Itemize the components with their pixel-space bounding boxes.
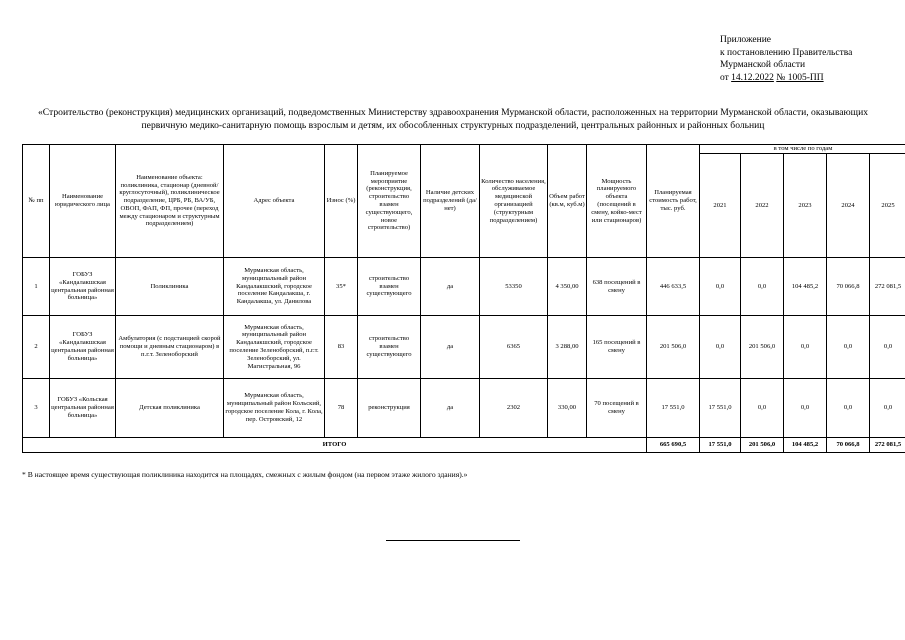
header-event: Планируемое мероприятие (реконструкция, строительство взамен существующего, новое строительство) — [358, 145, 421, 258]
cell-legal-entity: ГОБУЗ «Кольская центральная районная больница» — [50, 379, 116, 438]
cell-legal-entity: ГОБУЗ «Кандалакшская центральная районная больница» — [50, 316, 116, 379]
cell-2023: 104 485,2 — [784, 258, 827, 316]
cell-volume: 4 350,00 — [548, 258, 587, 316]
footnote: * В настоящее время существующая поликлиника находится на площадях, смежных с жилым фондом (на первом этаже жилого здания).» — [22, 470, 468, 479]
header-population: Количество населения, обслуживаемое медицинской организацией (структурным подразделением) — [480, 145, 548, 258]
cell-2024: 0,0 — [827, 316, 870, 379]
cell-event: строительство взамен существующего — [358, 258, 421, 316]
cell-cost: 201 506,0 — [647, 316, 700, 379]
appendix-line-2: к постановлению Правительства — [720, 47, 853, 58]
table-header-row — [23, 145, 905, 154]
appendix-line-3: Мурманской области — [720, 60, 806, 70]
cell-2023: 0,0 — [784, 316, 827, 379]
cell-address: Мурманская область, муниципальный район Кольский, городское поселение Кола, г. Кола, пер. Островский, 12 — [224, 379, 325, 438]
cell-cost: 17 551,0 — [647, 379, 700, 438]
cell-event: реконструкция — [358, 379, 421, 438]
cell-2023: 0,0 — [784, 379, 827, 438]
cell-num: 2 — [23, 316, 50, 379]
appendix-number: № 1005-ПП — [776, 72, 824, 83]
total-cost: 665 690,5 — [647, 438, 700, 453]
cell-population: 6365 — [480, 316, 548, 379]
table-row — [23, 316, 905, 379]
header-wear: Износ (%) — [325, 145, 358, 258]
cell-population: 53350 — [480, 258, 548, 316]
cell-address: Мурманская область, муниципальный район Кандалакшский, городское поселение Кандалакша, г. Кандалакша, ул. Данилова — [224, 258, 325, 316]
header-volume: Объем работ (кв.м, куб.м) — [548, 145, 587, 258]
document-title: «Строительство (реконструкция) медицинских организаций, подведомственных Министерству здравоохранения Мурманской области, расположенных на территории Мурманской области, оказывающих первичную медико-санитарную помощь взрослым и детям, их обособленных структурных подразделений, центральных районных и районных больниц — [37, 107, 869, 131]
cell-event: строительство взамен существующего — [358, 316, 421, 379]
cell-capacity: 165 посещений в смену — [587, 316, 647, 379]
cell-children: да — [421, 316, 480, 379]
cell-capacity: 638 посещений в смену — [587, 258, 647, 316]
separator-line — [386, 540, 520, 541]
table-row — [23, 379, 905, 438]
objects-table — [22, 144, 905, 453]
cell-volume: 3 288,00 — [548, 316, 587, 379]
appendix-date-prefix: от — [720, 72, 732, 83]
total-2024: 70 066,8 — [827, 438, 870, 453]
cell-wear: 78 — [325, 379, 358, 438]
appendix-block — [720, 34, 852, 84]
header-legal-entity: Наименование юридического лица — [50, 145, 116, 258]
header-children: Наличие детских подразделений (да/нет) — [421, 145, 480, 258]
cell-object: Поликлиника — [116, 258, 224, 316]
cell-wear: 83 — [325, 316, 358, 379]
cell-2025: 0,0 — [870, 379, 905, 438]
total-2023: 104 485,2 — [784, 438, 827, 453]
cell-address: Мурманская область, муниципальный район Кандалакшский, городское поселение Зеленоборский, п.г.т. Зеленоборский, ул. Магистральная, 96 — [224, 316, 325, 379]
cell-num: 3 — [23, 379, 50, 438]
header-year-2022: 2022 — [741, 154, 784, 258]
total-label: ИТОГО — [23, 438, 647, 453]
header-address: Адрес объекта — [224, 145, 325, 258]
total-row — [23, 438, 905, 453]
cell-2022: 0,0 — [741, 379, 784, 438]
cell-num: 1 — [23, 258, 50, 316]
cell-2022: 201 506,0 — [741, 316, 784, 379]
cell-capacity: 70 посещений в смену — [587, 379, 647, 438]
cell-legal-entity: ГОБУЗ «Кандалакшская центральная районная больница» — [50, 258, 116, 316]
cell-2025: 272 081,5 — [870, 258, 905, 316]
cell-population: 2302 — [480, 379, 548, 438]
header-year-2024: 2024 — [827, 154, 870, 258]
cell-wear: 35* — [325, 258, 358, 316]
header-cost: Планируемая стоимость работ, тыс. руб. — [647, 145, 700, 258]
header-year-2023: 2023 — [784, 154, 827, 258]
cell-object: Амбулатория (с подстанцией скорой помощи и дневным стационаром) в п.г.т. Зеленоборский — [116, 316, 224, 379]
appendix-line-1: Приложение — [720, 35, 771, 45]
cell-children: да — [421, 379, 480, 438]
cell-cost: 446 633,5 — [647, 258, 700, 316]
header-year-2021: 2021 — [700, 154, 741, 258]
cell-2025: 0,0 — [870, 316, 905, 379]
appendix-date: 14.12.2022 — [731, 72, 774, 83]
header-object: Наименование объекта: поликлиника, стационар (дневной/круглосуточный), поликлиническое подразделение, ЦРБ, РБ, ВА/УБ, ОВОП, ФАП, ФП, прочее (переход между стационаром и структурным подразделением) — [116, 145, 224, 258]
cell-volume: 330,00 — [548, 379, 587, 438]
header-by-years: в том числе по годам — [700, 145, 905, 154]
header-num: № пп — [23, 145, 50, 258]
table-row — [23, 258, 905, 316]
cell-2024: 70 066,8 — [827, 258, 870, 316]
cell-children: да — [421, 258, 480, 316]
cell-object: Детская поликлиника — [116, 379, 224, 438]
header-capacity: Мощность планируемого объекта (посещений в смену, койко-мест или стационаров) — [587, 145, 647, 258]
cell-2021: 0,0 — [700, 316, 741, 379]
total-2022: 201 506,0 — [741, 438, 784, 453]
cell-2022: 0,0 — [741, 258, 784, 316]
cell-2024: 0,0 — [827, 379, 870, 438]
total-2025: 272 081,5 — [870, 438, 905, 453]
total-2021: 17 551,0 — [700, 438, 741, 453]
cell-2021: 0,0 — [700, 258, 741, 316]
appendix-line-4 — [720, 72, 852, 85]
cell-2021: 17 551,0 — [700, 379, 741, 438]
header-year-2025: 2025 — [870, 154, 905, 258]
